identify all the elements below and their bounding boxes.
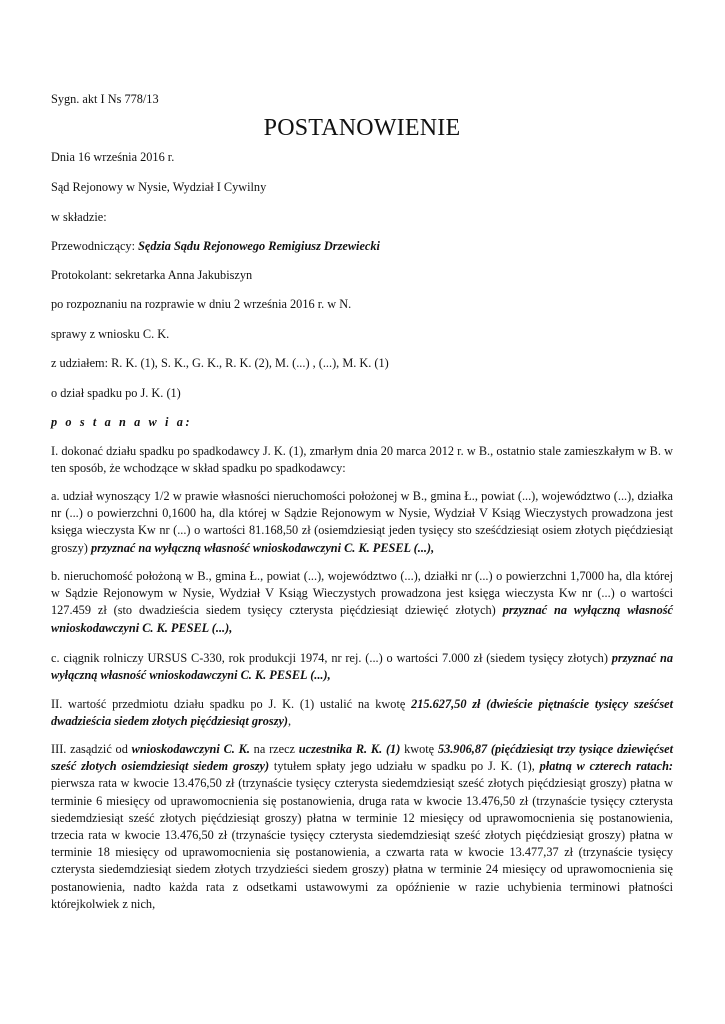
document-title: POSTANOWIENIE <box>263 115 461 141</box>
point-i: I. dokonać działu spadku po spadkodawcy J. K. (1), zmarłym dnia 20 marca 2012 r. w B., ostatnio stale zamieszkałym w B. w ten sposób, że wchodzące w skład spadku po spadkodawcy: <box>51 444 673 476</box>
chair-label: Przewodniczący: <box>51 239 139 253</box>
point-iii-t5: pierwsza rata w kwocie 13.476,50 zł (trzynaście tysięcy czterysta siedemdziesiąt sześć złotych pięćdziesiąt groszy) płatna w terminie 6 miesięcy od uprawomocnienia się postanowienia, druga rata w kwocie 13.476,50 zł (trzynaście tysięcy czterysta siedemdziesiąt sześć złotych pięćdziesiąt groszy) płatna w terminie 12 miesięcy od uprawomocnienia się postanowienia, trzecia rata w kwocie 13.476,50 zł (trzynaście tysięcy czterysta siedemdziesiąt sześć złotych pięćdziesiąt groszy) płatna w terminie 18 miesięcy od uprawomocnienia się postanowienia, a czwarta rata w kwocie 13.477,37 zł (trzynaście tysięcy czterysta siedemdziesiąt siedem złotych trzydzieści siedem groszy) płatna w terminie 24 miesięcy od uprawomocnienia się postanowienia, nadto każda rata z odsetkami ustawowymi za opóźnienie w razie uchybienia terminowi płatności którejkolwiek z nich, <box>51 776 673 911</box>
chair-name: Sędzia Sądu Rejonowego Remigiusz Drzewiecki <box>138 239 380 253</box>
point-ii-end: , <box>288 714 292 729</box>
clerk-line: Protokolant: sekretarka Anna Jakubiszyn <box>51 268 253 282</box>
point-ii-amount: 215.627,50 zł (dwieście piętnaście tysięcy sześćset dwadzieścia siedem złotych pięćdziesiąt groszy) <box>51 697 673 729</box>
point-c-decision: przyznać na wyłączną własność wnioskodawczyni C. K. PESEL (...), <box>51 651 673 683</box>
point-iii-amount: 53.906,87 (pięćdziesiąt trzy tysiące dziewięćset sześć złotych osiemdziesiąt siedem groszy) <box>51 742 673 774</box>
point-a-text: a. udział wynoszący 1/2 w prawie własności nieruchomości położonej w B., gmina Ł., powiat (...), województwo (...), działka nr (...) o powierzchni 0,1600 ha, dla której w Sądzie Rejonowym w Nysie, Wydział V Ksiąg Wieczystych prowadzona jest księga wieczysta Kw nr (...) o wartości 81.168,50 zł (osiemdziesiąt jeden tysięcy sto sześćdziesiąt osiem złotych pięćdziesiąt groszy) <box>51 489 673 555</box>
point-iii-t3: kwotę <box>400 742 438 756</box>
point-iii-t1: III. zasądzić od <box>51 742 132 756</box>
composition-label: w składzie: <box>51 210 107 224</box>
point-iii-participant: uczestnika R. K. (1) <box>298 742 401 756</box>
point-b-decision: przyznać na wyłączną własność wnioskodawczyni C. K. PESEL (...), <box>51 603 673 635</box>
point-c-text: c. ciągnik rolniczy URSUS C-330, rok produkcji 1974, nr rej. (...) o wartości 7.000 zł (siedem tysięcy złotych) <box>51 651 612 665</box>
hearing-line: po rozpoznaniu na rozprawie w dniu 2 września 2016 r. w N. <box>51 297 352 311</box>
point-iii-installments: płatną w czterech ratach: <box>539 759 674 774</box>
point-ii <box>51 696 673 730</box>
point-a-decision: przyznać na wyłączną własność wnioskodawczyni C. K. PESEL (...), <box>90 540 435 555</box>
point-b <box>51 568 673 637</box>
court-name: Sąd Rejonowy w Nysie, Wydział I Cywilny <box>51 180 267 194</box>
point-a <box>51 488 673 557</box>
participants-line: z udziałem: R. K. (1), S. K., G. K., R. K. (2), M. (...) , (...), M. K. (1) <box>51 356 389 370</box>
decides-heading: p o s t a n a w i a: <box>51 415 193 429</box>
case-signature: Sygn. akt I Ns 778/13 <box>51 92 159 106</box>
chair-line <box>51 238 673 255</box>
point-b-text: b. nieruchomość położoną w B., gmina Ł., powiat (...), województwo (...), działki nr (...) o powierzchni 1,7000 ha, dla której w Sądzie Rejonowym w Nysie, Wydział V Ksiąg Wieczystych prowadzona jest księga wieczysta Kw nr (...) o wartości 127.459 zł (sto dwadzieścia siedem tysięcy czterysta pięćdziesiąt dziewięć złotych) <box>51 569 673 618</box>
point-c <box>51 650 673 684</box>
point-iii <box>51 741 673 913</box>
point-ii-text: II. wartość przedmiotu działu spadku po J. K. (1) ustalić na kwotę <box>51 697 412 711</box>
point-iii-t2: na rzecz <box>249 742 299 756</box>
decision-date: Dnia 16 września 2016 r. <box>51 150 175 164</box>
point-iii-t4: tytułem spłaty jego udziału w spadku po J. K. (1), <box>269 759 540 774</box>
point-iii-applicant: wnioskodawczyni C. K. <box>131 742 250 756</box>
subject-line: o dział spadku po J. K. (1) <box>51 386 181 400</box>
case-line: sprawy z wniosku C. K. <box>51 327 170 341</box>
